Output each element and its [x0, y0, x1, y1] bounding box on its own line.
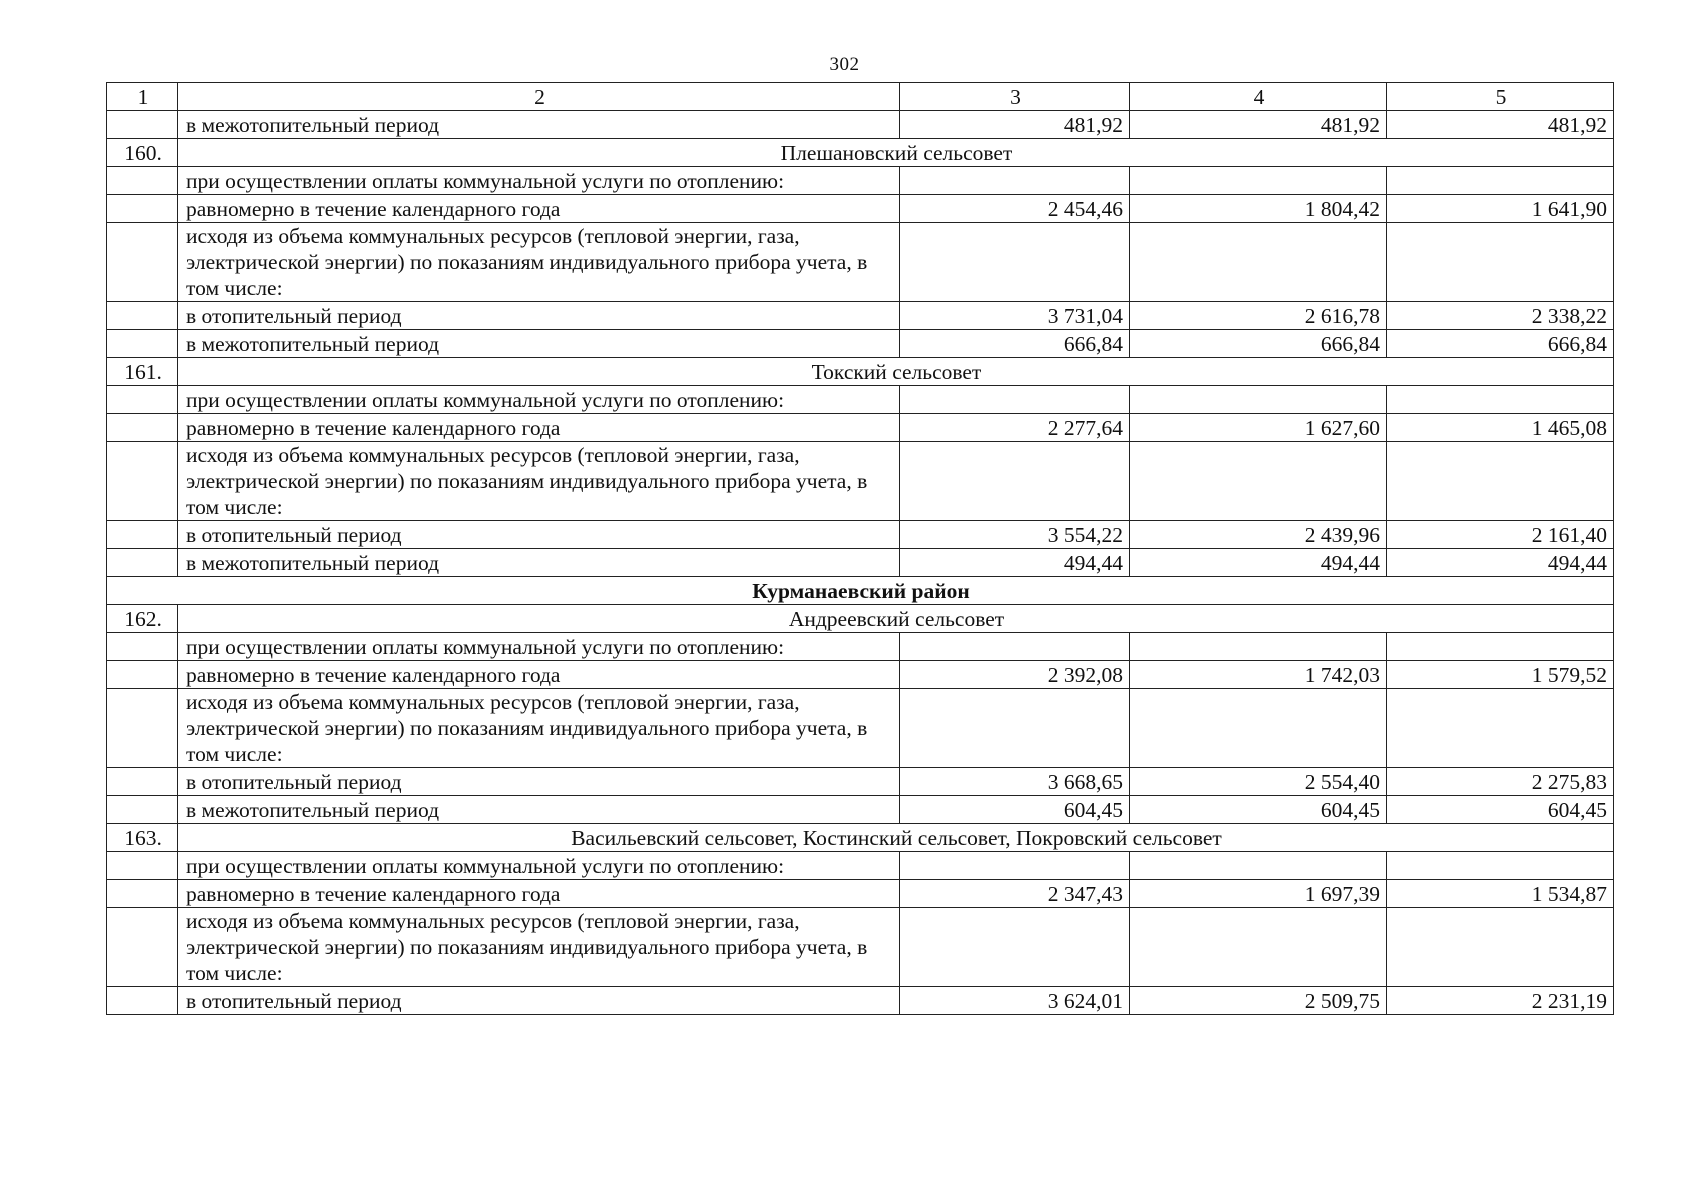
column-header: 5 — [1387, 83, 1614, 111]
value-col-4 — [1130, 633, 1387, 661]
table-row — [107, 661, 1614, 689]
table-row — [107, 987, 1614, 1015]
value-col-3 — [900, 633, 1130, 661]
value-col-4 — [1130, 167, 1387, 195]
table-row — [107, 386, 1614, 414]
table-row — [107, 768, 1614, 796]
value-col-4: 2 509,75 — [1130, 987, 1387, 1015]
settlement-name: Андреевский сельсовет — [178, 605, 1614, 633]
value-col-4 — [1130, 689, 1387, 768]
row-number — [107, 223, 178, 302]
column-header: 2 — [178, 83, 900, 111]
row-description: исходя из объема коммунальных ресурсов (тепловой энергии, газа, электрической энергии) по показаниям индивидуального прибора учета, в том числе: — [178, 223, 900, 302]
value-col-4: 604,45 — [1130, 796, 1387, 824]
row-description: при осуществлении оплаты коммунальной услуги по отоплению: — [178, 386, 900, 414]
row-description: при осуществлении оплаты коммунальной услуги по отоплению: — [178, 167, 900, 195]
value-col-3 — [900, 442, 1130, 521]
row-description: исходя из объема коммунальных ресурсов (тепловой энергии, газа, электрической энергии) по показаниям индивидуального прибора учета, в том числе: — [178, 442, 900, 521]
row-number: 162. — [107, 605, 178, 633]
value-col-4 — [1130, 852, 1387, 880]
value-col-3: 3 731,04 — [900, 302, 1130, 330]
value-col-4: 1 742,03 — [1130, 661, 1387, 689]
tariff-table — [106, 82, 1614, 1015]
value-col-5: 1 579,52 — [1387, 661, 1614, 689]
row-number: 163. — [107, 824, 178, 852]
table-row — [107, 633, 1614, 661]
row-number — [107, 386, 178, 414]
column-header: 3 — [900, 83, 1130, 111]
value-col-3 — [900, 386, 1130, 414]
value-col-5 — [1387, 633, 1614, 661]
value-col-5: 494,44 — [1387, 549, 1614, 577]
row-number — [107, 908, 178, 987]
table-row — [107, 223, 1614, 302]
row-description: в межотопительный период — [178, 549, 900, 577]
value-col-5: 1 534,87 — [1387, 880, 1614, 908]
table-row — [107, 167, 1614, 195]
value-col-5: 604,45 — [1387, 796, 1614, 824]
table-row — [107, 111, 1614, 139]
row-number — [107, 167, 178, 195]
row-description: в межотопительный период — [178, 111, 900, 139]
value-col-4: 1 697,39 — [1130, 880, 1387, 908]
table-row — [107, 414, 1614, 442]
table-row — [107, 330, 1614, 358]
value-col-3 — [900, 223, 1130, 302]
row-number — [107, 302, 178, 330]
value-col-5: 1 641,90 — [1387, 195, 1614, 223]
settlement-row — [107, 824, 1614, 852]
value-col-5 — [1387, 689, 1614, 768]
row-description: равномерно в течение календарного года — [178, 195, 900, 223]
table-row — [107, 796, 1614, 824]
value-col-5: 2 338,22 — [1387, 302, 1614, 330]
value-col-3: 481,92 — [900, 111, 1130, 139]
row-description: исходя из объема коммунальных ресурсов (тепловой энергии, газа, электрической энергии) по показаниям индивидуального прибора учета, в том числе: — [178, 908, 900, 987]
value-col-3: 2 392,08 — [900, 661, 1130, 689]
value-col-3 — [900, 908, 1130, 987]
value-col-5 — [1387, 167, 1614, 195]
value-col-3: 666,84 — [900, 330, 1130, 358]
row-number — [107, 852, 178, 880]
table-row — [107, 880, 1614, 908]
row-number — [107, 549, 178, 577]
table-row — [107, 302, 1614, 330]
row-number: 161. — [107, 358, 178, 386]
row-description: в отопительный период — [178, 521, 900, 549]
value-col-4: 2 616,78 — [1130, 302, 1387, 330]
value-col-3: 2 454,46 — [900, 195, 1130, 223]
table-row — [107, 195, 1614, 223]
row-description: в отопительный период — [178, 987, 900, 1015]
value-col-5: 666,84 — [1387, 330, 1614, 358]
row-number — [107, 633, 178, 661]
row-number — [107, 796, 178, 824]
value-col-4: 1 804,42 — [1130, 195, 1387, 223]
value-col-5: 2 161,40 — [1387, 521, 1614, 549]
settlement-row — [107, 139, 1614, 167]
table-row — [107, 908, 1614, 987]
row-number — [107, 689, 178, 768]
value-col-4 — [1130, 223, 1387, 302]
table-body — [107, 83, 1614, 1015]
value-col-4: 1 627,60 — [1130, 414, 1387, 442]
row-number — [107, 521, 178, 549]
value-col-5 — [1387, 908, 1614, 987]
value-col-5 — [1387, 852, 1614, 880]
row-number — [107, 987, 178, 1015]
row-description: исходя из объема коммунальных ресурсов (тепловой энергии, газа, электрической энергии) по показаниям индивидуального прибора учета, в том числе: — [178, 689, 900, 768]
settlement-name: Васильевский сельсовет, Костинский сельсовет, Покровский сельсовет — [178, 824, 1614, 852]
value-col-3 — [900, 852, 1130, 880]
value-col-3 — [900, 689, 1130, 768]
table-row — [107, 549, 1614, 577]
value-col-3: 3 554,22 — [900, 521, 1130, 549]
row-description: при осуществлении оплаты коммунальной услуги по отоплению: — [178, 852, 900, 880]
row-number: 160. — [107, 139, 178, 167]
settlement-row — [107, 358, 1614, 386]
value-col-3 — [900, 167, 1130, 195]
value-col-4: 2 439,96 — [1130, 521, 1387, 549]
value-col-5: 2 275,83 — [1387, 768, 1614, 796]
page-number: 302 — [829, 54, 860, 75]
table-row — [107, 689, 1614, 768]
row-number — [107, 414, 178, 442]
value-col-3: 494,44 — [900, 549, 1130, 577]
value-col-3: 604,45 — [900, 796, 1130, 824]
value-col-4: 494,44 — [1130, 549, 1387, 577]
value-col-5 — [1387, 386, 1614, 414]
row-description: равномерно в течение календарного года — [178, 880, 900, 908]
settlement-name: Плешановский сельсовет — [178, 139, 1614, 167]
table-row — [107, 521, 1614, 549]
value-col-4: 666,84 — [1130, 330, 1387, 358]
value-col-4: 481,92 — [1130, 111, 1387, 139]
value-col-4 — [1130, 386, 1387, 414]
row-number — [107, 661, 178, 689]
value-col-4 — [1130, 442, 1387, 521]
value-col-5: 2 231,19 — [1387, 987, 1614, 1015]
row-description: равномерно в течение календарного года — [178, 414, 900, 442]
row-description: в отопительный период — [178, 768, 900, 796]
column-header: 1 — [107, 83, 178, 111]
row-number — [107, 768, 178, 796]
row-description: в межотопительный период — [178, 796, 900, 824]
value-col-3: 2 347,43 — [900, 880, 1130, 908]
row-number — [107, 442, 178, 521]
table-row — [107, 442, 1614, 521]
table-row — [107, 852, 1614, 880]
row-description: в отопительный период — [178, 302, 900, 330]
column-header: 4 — [1130, 83, 1387, 111]
settlement-row — [107, 605, 1614, 633]
district-title: Курманаевский район — [107, 577, 1614, 605]
value-col-4: 2 554,40 — [1130, 768, 1387, 796]
row-description: в межотопительный период — [178, 330, 900, 358]
row-number — [107, 111, 178, 139]
row-number — [107, 195, 178, 223]
value-col-5: 481,92 — [1387, 111, 1614, 139]
row-description: равномерно в течение календарного года — [178, 661, 900, 689]
district-row — [107, 577, 1614, 605]
value-col-3: 2 277,64 — [900, 414, 1130, 442]
value-col-5 — [1387, 442, 1614, 521]
value-col-5: 1 465,08 — [1387, 414, 1614, 442]
row-number — [107, 330, 178, 358]
value-col-3: 3 624,01 — [900, 987, 1130, 1015]
header-row — [107, 83, 1614, 111]
settlement-name: Токский сельсовет — [178, 358, 1614, 386]
row-description: при осуществлении оплаты коммунальной услуги по отоплению: — [178, 633, 900, 661]
value-col-4 — [1130, 908, 1387, 987]
value-col-5 — [1387, 223, 1614, 302]
row-number — [107, 880, 178, 908]
value-col-3: 3 668,65 — [900, 768, 1130, 796]
